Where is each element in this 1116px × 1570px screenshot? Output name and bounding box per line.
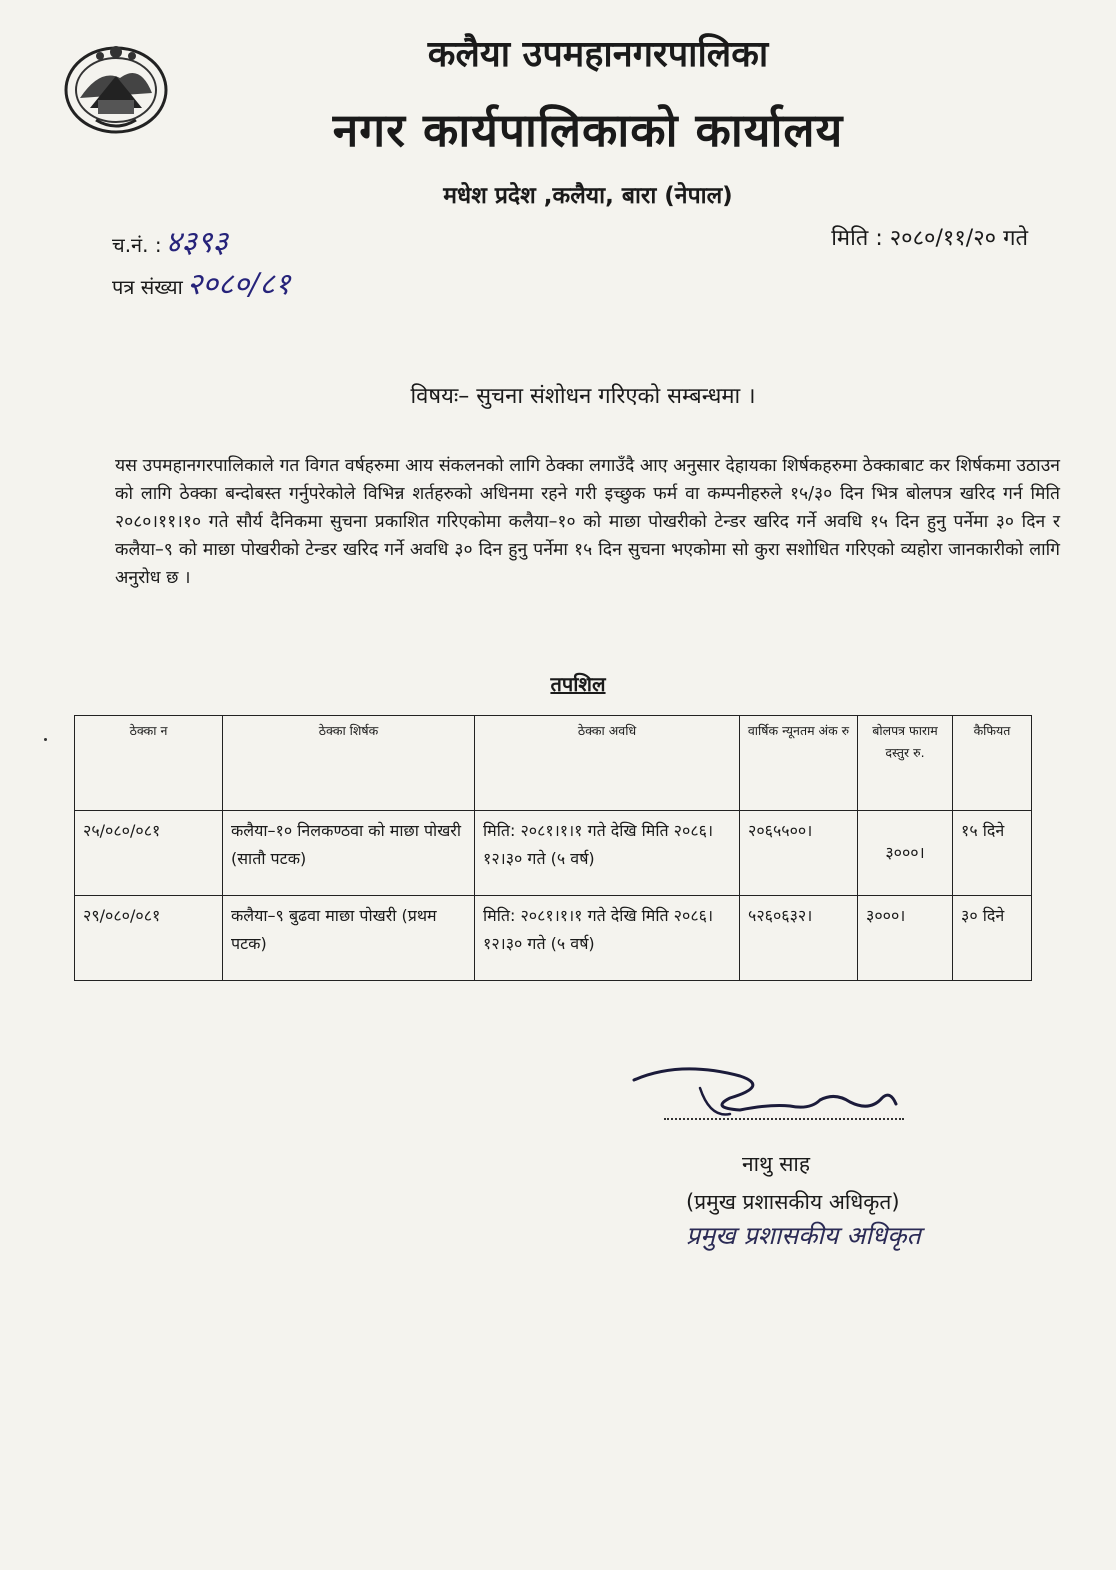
cell-contract-period: मिति: २०८१।१।१ गते देखि मिति २०८६।१२।३० गते (५ वर्ष) bbox=[475, 896, 740, 981]
table-row bbox=[75, 811, 1032, 896]
cell-contract-title: कलैया–९ बुढवा माछा पोखरी (प्रथम पटक) bbox=[223, 896, 475, 981]
letter-number bbox=[112, 262, 290, 303]
dispatch-number-label: च.नं. : bbox=[112, 233, 162, 257]
cell-contract-no: २९/०८०/०८१ bbox=[75, 896, 223, 981]
table-caption: तपशिल bbox=[550, 672, 606, 696]
header-form-fee: बोलपत्र फाराम दस्तुर रु. bbox=[858, 716, 953, 811]
letter-date: मिति : २०८०/११/२० गते bbox=[831, 226, 1028, 251]
handwritten-signature-icon bbox=[620, 1058, 920, 1138]
table-header-row bbox=[75, 716, 1032, 811]
cell-contract-title: कलैया–१० निलकण्ठवा को माछा पोखरी (सातौ पटक) bbox=[223, 811, 475, 896]
header-min-amount: वार्षिक न्यूनतम अंक रु bbox=[740, 716, 858, 811]
cell-remarks: ३० दिने bbox=[953, 896, 1032, 981]
signature-line bbox=[664, 1118, 904, 1120]
header-contract-title: ठेक्का शिर्षक bbox=[223, 716, 475, 811]
signatory-name: नाथु साह bbox=[742, 1152, 810, 1176]
cell-min-amount: २०६५५००। bbox=[740, 811, 858, 896]
header-remarks: कैफियत bbox=[953, 716, 1032, 811]
scan-mark bbox=[44, 738, 47, 741]
dispatch-number-value: ४३९३ bbox=[165, 225, 229, 260]
cell-contract-period: मिति: २०८१।१।१ गते देखि मिति २०८६।१२।३० गते (५ वर्ष) bbox=[475, 811, 740, 896]
tender-table bbox=[74, 715, 1032, 981]
letter-number-label: पत्र संख्या bbox=[112, 275, 183, 299]
signatory-designation: (प्रमुख प्रशासकीय अधिकृत) bbox=[686, 1190, 900, 1214]
letter-number-value: २०८०/८१ bbox=[186, 267, 291, 302]
subject-line: विषयः– सुचना संशोधन गरिएको सम्बन्धमा । bbox=[410, 384, 756, 409]
table-row bbox=[75, 896, 1032, 981]
header-contract-no: ठेक्का न bbox=[75, 716, 223, 811]
cell-remarks: १५ दिने bbox=[953, 811, 1032, 896]
dispatch-number bbox=[112, 220, 228, 261]
cell-min-amount: ५२६०६३२। bbox=[740, 896, 858, 981]
body-paragraph: यस उपमहानगरपालिकाले गत विगत वर्षहरुमा आय संकलनको लागि ठेक्का लगाउँदै आए अनुसार देहायका शिर्षकहरुमा ठेक्काबाट कर शिर्षकमा उठाउन को लागि ठेक्का बन्दोबस्त गर्नुपरेकोले विभिन्न शर्तहरुको अधिनमा रहने गरी इच्छुक फर्म वा कम्पनीहरुले १५/३० दिन भित्र बोलपत्र खरिद गर्न मिति २०८०।११।१० गते सौर्य दैनिकमा सुचना प्रकाशित गरिएकोमा कलैया–१० को माछा पोखरीको टेन्डर खरिद गर्ने अवधि १५ दिन हुनु पर्नेमा ३० दिन र कलैया–९ को माछा पोखरीको टेन्डर खरिद गर्ने अवधि ३० दिन हुनु पर्नेमा १५ दिन सुचना भएकोमा सो कुरा सशोधित गरिएको व्यहोरा जानकारीको लागि अनुरोध छ । bbox=[115, 456, 1060, 588]
header-address: मधेश प्रदेश ,कलैया, बारा (नेपाल) bbox=[443, 183, 733, 209]
designation-stamp: प्रमुख प्रशासकीय अधिकृत bbox=[686, 1221, 921, 1250]
cell-contract-no: २५/०८०/०८१ bbox=[75, 811, 223, 896]
header-municipality-name: कलैया उपमहानगरपालिका bbox=[427, 34, 769, 75]
cell-form-fee: ३०००। bbox=[858, 811, 953, 896]
header-office-name: नगर कार्यपालिकाको कार्यालय bbox=[332, 103, 844, 157]
cell-form-fee: ३०००। bbox=[858, 896, 953, 981]
header-contract-period: ठेक्का अवधि bbox=[475, 716, 740, 811]
